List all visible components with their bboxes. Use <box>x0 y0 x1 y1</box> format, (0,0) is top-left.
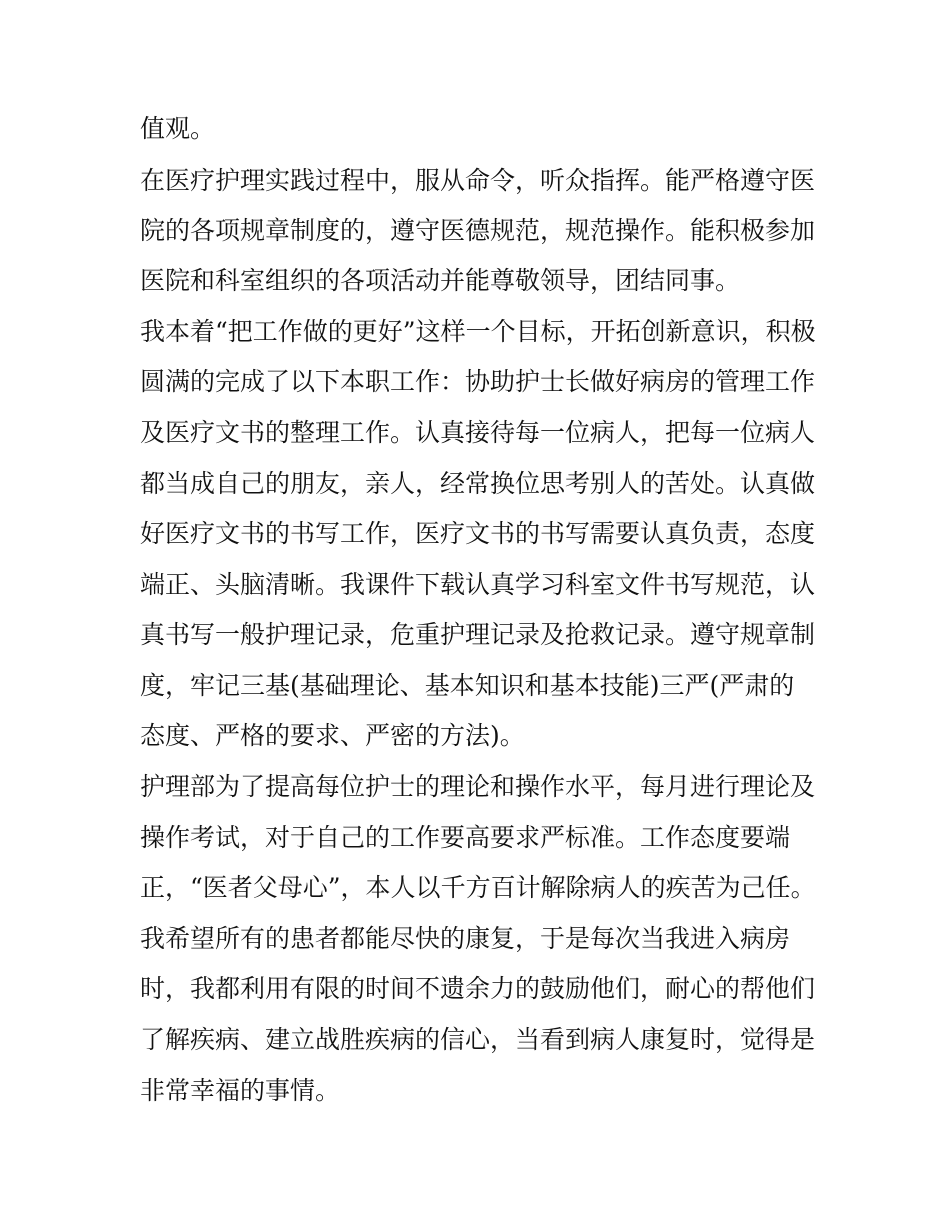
text-line: 度，牢记三基(基础理论、基本知识和基本技能)三严(严肃的 <box>140 671 795 700</box>
text-line: 护理部为了提高每位护士的理论和操作水平，每月进行理论及 <box>140 772 816 801</box>
text-line: 在医疗护理实践过程中，服从命令，听众指挥。能严格遵守医 <box>140 166 816 195</box>
text-line: 好医疗文书的书写工作，医疗文书的书写需要认真负责，态度 <box>140 519 816 548</box>
text-line: 我本着“把工作做的更好”这样一个目标，开拓创新意识，积极 <box>140 317 816 346</box>
text-line: 圆满的完成了以下本职工作：协助护士长做好病房的管理工作 <box>140 367 816 396</box>
text-line: 时，我都利用有限的时间不遗余力的鼓励他们，耐心的帮他们 <box>140 974 816 1003</box>
text-line: 及医疗文书的整理工作。认真接待每一位病人，把每一位病人 <box>140 418 816 447</box>
text-line: 值观。 <box>140 114 216 143</box>
text-line: 端正、头脑清晰。我课件下载认真学习科室文件书写规范，认 <box>140 570 816 599</box>
text-line: 正，“医者父母心”，本人以千方百计解除病人的疾苦为己任。 <box>140 873 816 902</box>
text-line: 真书写一般护理记录，危重护理记录及抢救记录。遵守规章制 <box>140 620 816 649</box>
text-line: 了解疾病、建立战胜疾病的信心，当看到病人康复时，觉得是 <box>140 1025 816 1054</box>
text-line: 都当成自己的朋友，亲人，经常换位思考别人的苦处。认真做 <box>140 469 816 498</box>
text-line: 医院和科室组织的各项活动并能尊敬领导，团结同事。 <box>140 266 741 295</box>
text-line: 非常幸福的事情。 <box>140 1076 341 1105</box>
text-line: 我希望所有的患者都能尽快的康复，于是每次当我进入病房 <box>140 924 791 953</box>
text-line: 态度、严格的要求、严密的方法)。 <box>140 721 525 750</box>
text-line: 院的各项规章制度的，遵守医德规范，规范操作。能积极参加 <box>140 216 816 245</box>
text-line: 操作考试，对于自己的工作要高要求严标准。工作态度要端 <box>140 823 791 852</box>
